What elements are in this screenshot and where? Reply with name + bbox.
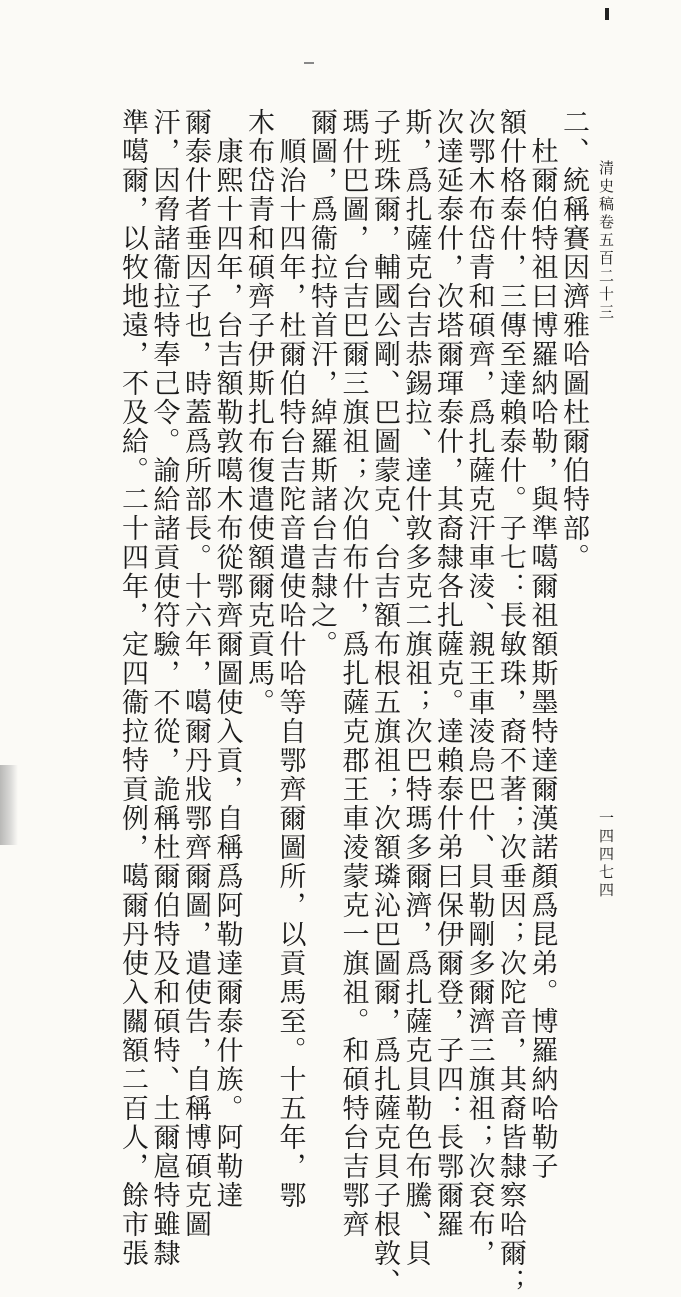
text-column: 木布岱青和碩齊子伊斯扎布復遣使額爾克貢馬。 [243,108,274,717]
text-column: 準噶爾，以牧地遠，不及給。二十四年，定四衞拉特貢例，噶爾丹使入關額二百人，餘市張 [117,108,148,1268]
text-column: 額什格泰什，三傳至達賴泰什。子七：長敏珠，裔不著；次垂因；次陀音，其裔皆隸察哈爾； [495,108,526,1297]
text-column: 爾圖，爲衞拉特首汗，綽羅斯諸台吉隸之。 [306,108,337,659]
ink-speck [304,62,314,64]
text-column: 順治十四年，杜爾伯特台吉陀音遣使哈什哈等自鄂齊爾圖所，以貢馬至。十五年，鄂 [274,108,306,1210]
page-number: 一四四七四 [597,810,615,900]
text-column: 爾泰什者垂因子也，時蓋爲所部長。十六年，噶爾丹戕鄂齊爾圖，遣使告，自稱博碩克圖 [180,108,211,1239]
text-column: 汗，因脅諸衞拉特奉己令。諭給諸貢使符驗，不從，詭稱杜爾伯特及和碩特、土爾扈特雖隸 [148,108,180,1268]
text-column: 子班珠爾，輔國公剛、巴圖蒙克、台吉額布根五旗祖；次額璘沁巴圖爾，爲扎薩克貝子根敦、 [369,108,400,1297]
text-column: 瑪什巴圖，台吉巴爾三旗祖；次伯布什，爲扎薩克郡王車淩蒙克一旗祖。和碩特台吉鄂齊 [337,108,369,1239]
text-column: 次達延泰什，次塔爾琿泰什，其裔隸各扎薩克。達賴泰什弟曰保伊爾登，子四：長鄂爾羅 [432,108,463,1239]
text-column: 康熙十四年，台吉額勒敦噶木布從鄂齊爾圖使入貢，自稱爲阿勒達爾泰什族。阿勒達 [211,108,243,1210]
ink-mark [605,8,609,20]
facing-page-edge [0,765,18,845]
text-column: 二、統稱賽因濟雅哈圖杜爾伯特部。 [558,108,589,572]
text-column: 杜爾伯特祖曰博羅納哈勒，與準噶爾祖額斯墨特達爾漢諾顏爲昆弟。博羅納哈勒子 [526,108,558,1181]
running-header-title: 清史稿卷五百二十三 [597,160,615,322]
text-column: 斯，爲扎薩克台吉恭錫拉、達什敦多克二旗祖；次巴特瑪多爾濟，爲扎薩克貝勒色布騰、貝 [400,108,432,1268]
text-column: 次鄂木布岱青和碩齊，爲扎薩克汗車淩、親王車淩烏巴什、貝勒剛多爾濟三旗祖；次袞布， [463,108,495,1268]
